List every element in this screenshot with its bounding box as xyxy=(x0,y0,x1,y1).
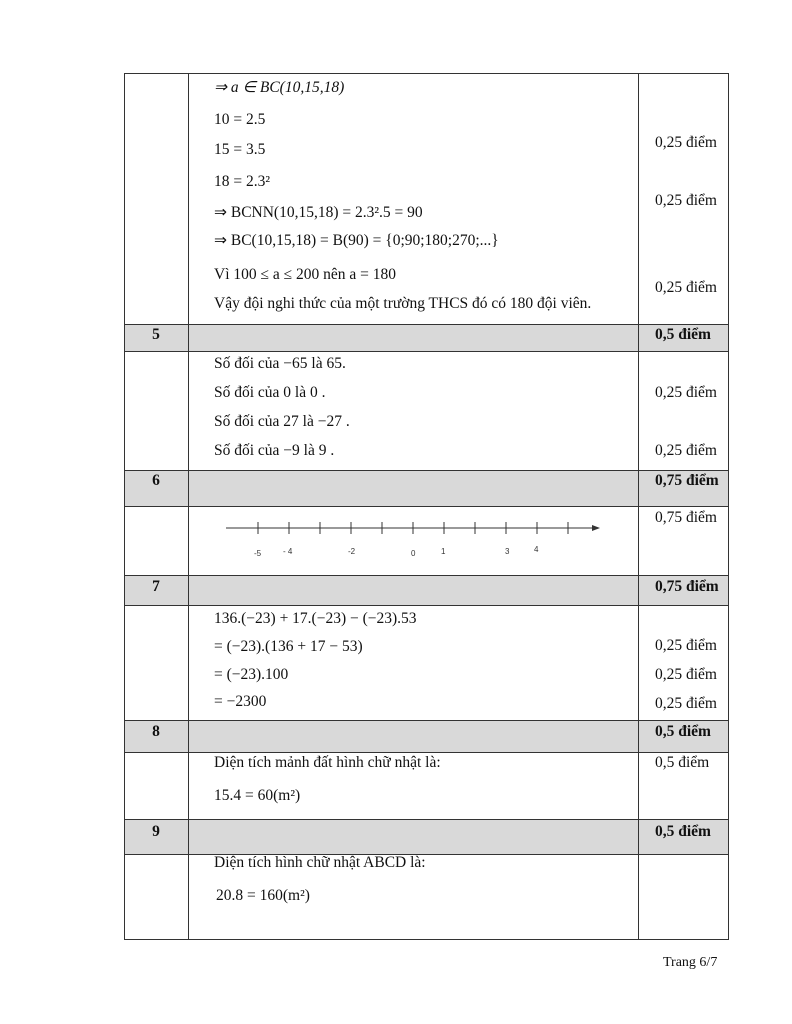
number-line-label: 0 xyxy=(411,549,416,558)
table-line xyxy=(124,506,729,507)
q9-line-2: 20.8 = 160(m²) xyxy=(216,887,310,904)
question-number-8: 8 xyxy=(152,723,160,740)
q4-line-3: 15 = 3.5 xyxy=(214,141,266,158)
table-line xyxy=(124,73,729,74)
page-number: Trang 6/7 xyxy=(663,955,718,970)
q4-line-1: ⇒ a ∈ BC(10,15,18) xyxy=(214,79,345,96)
question-number-5: 5 xyxy=(152,326,160,343)
q6-total: 0,75 điểm xyxy=(655,472,719,489)
number-line-label: 3 xyxy=(505,547,510,556)
q4-line-7: Vì 100 ≤ a ≤ 200 nên a = 180 xyxy=(214,266,397,283)
q7-line-1: 136.(−23) + 17.(−23) − (−23).53 xyxy=(214,610,417,627)
q5-score-2: 0,25 điểm xyxy=(655,442,717,459)
q4-score-3: 0,25 điểm xyxy=(655,279,717,296)
q9-line-1: Diện tích hình chữ nhật ABCD là: xyxy=(214,854,426,871)
table-line xyxy=(124,752,729,753)
q5-line-2: Số đối của 0 là 0 . xyxy=(214,384,326,401)
number-line-label: 1 xyxy=(441,547,446,556)
table-line xyxy=(124,939,729,940)
q5-line-1: Số đối của −65 là 65. xyxy=(214,355,346,372)
q7-score-1: 0,25 điểm xyxy=(655,637,717,654)
table-line xyxy=(124,720,729,721)
q5-line-4: Số đối của −9 là 9 . xyxy=(214,442,335,459)
number-line-label: -2 xyxy=(348,547,356,556)
q8-line-1: Diện tích mảnh đất hình chữ nhật là: xyxy=(214,754,441,771)
table-line xyxy=(124,605,729,606)
question-number-7: 7 xyxy=(152,578,160,595)
table-line xyxy=(124,351,729,352)
q9-total: 0,5 điểm xyxy=(655,823,711,840)
q4-line-5: ⇒ BCNN(10,15,18) = 2.3².5 = 90 xyxy=(214,204,423,221)
q4-score-1: 0,25 điểm xyxy=(655,134,717,151)
q7-line-3: = (−23).100 xyxy=(214,666,289,683)
number-line-arrow xyxy=(592,525,600,531)
q7-score-3: 0,25 điểm xyxy=(655,695,717,712)
q4-line-8: Vậy đội nghi thức của một trường THCS đó có 180 đội viên. xyxy=(214,295,592,312)
q5-total: 0,5 điểm xyxy=(655,326,711,343)
q8-total: 0,5 điểm xyxy=(655,723,711,740)
number-line-figure xyxy=(222,518,606,562)
q8-line-2: 15.4 = 60(m²) xyxy=(214,787,301,804)
q5-line-3: Số đối của 27 là −27 . xyxy=(214,413,350,430)
number-line-label: 4 xyxy=(534,545,539,554)
table-line xyxy=(124,470,729,471)
q7-total: 0,75 điểm xyxy=(655,578,719,595)
table-line xyxy=(124,575,729,576)
answer-table xyxy=(124,73,728,940)
q5-score-1: 0,25 điểm xyxy=(655,384,717,401)
q8-score: 0,5 điểm xyxy=(655,754,710,771)
table-line xyxy=(124,819,729,820)
q7-line-2: = (−23).(136 + 17 − 53) xyxy=(214,638,363,655)
q4-score-2: 0,25 điểm xyxy=(655,192,717,209)
q4-line-6: ⇒ BC(10,15,18) = B(90) = {0;90;180;270;...} xyxy=(214,232,499,249)
q7-line-4: = −2300 xyxy=(214,693,267,710)
q6-score: 0,75 điểm xyxy=(655,509,717,526)
question-number-6: 6 xyxy=(152,472,160,489)
q4-line-2: 10 = 2.5 xyxy=(214,111,266,128)
number-line-label: - 4 xyxy=(283,547,293,556)
number-line-label: -5 xyxy=(254,549,262,558)
question-number-9: 9 xyxy=(152,823,160,840)
table-line xyxy=(124,324,729,325)
q4-line-4: 18 = 2.3² xyxy=(214,173,271,190)
q7-score-2: 0,25 điểm xyxy=(655,666,717,683)
